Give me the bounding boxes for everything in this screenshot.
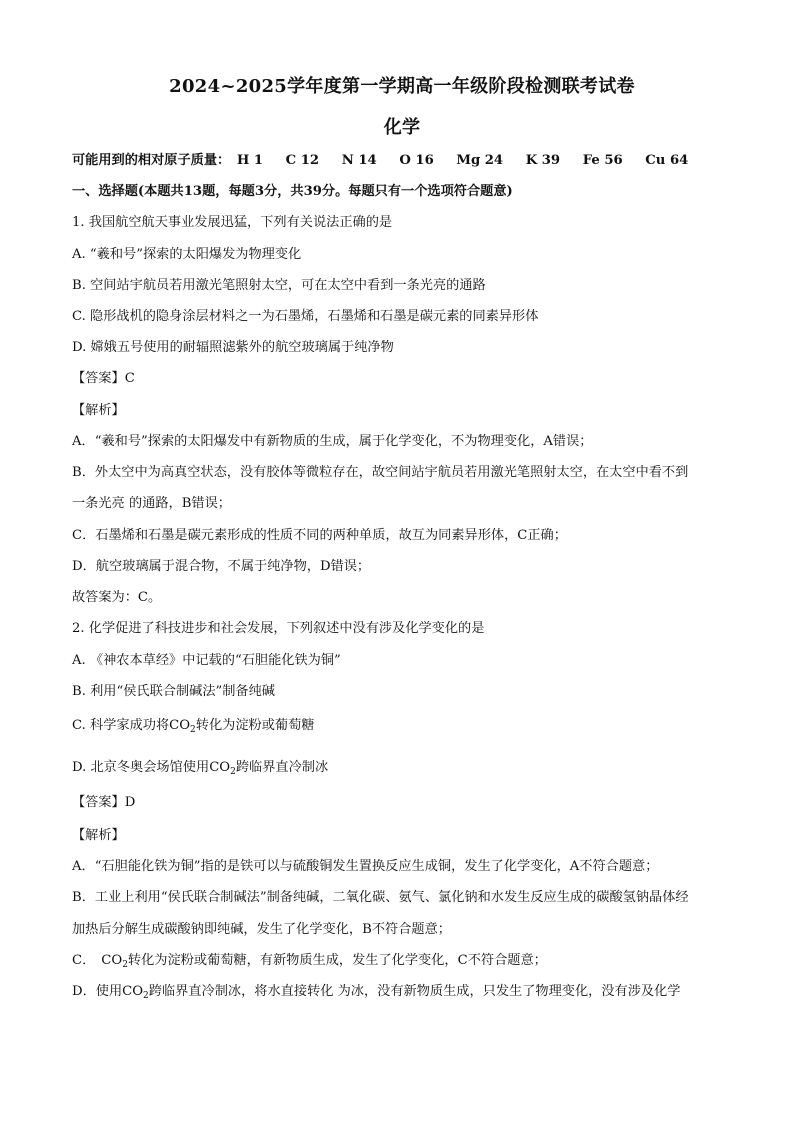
q1-stem: 1. 我国航空航天事业发展迅猛，下列有关说法正确的是	[72, 215, 393, 230]
q2-option-c-post: 转化为淀粉或葡萄糖	[195, 718, 315, 733]
q2-answer: 【答案】D	[72, 795, 136, 810]
formula-base: CO	[169, 718, 191, 733]
q2-option-c-pre: C. 科学家成功将	[72, 718, 170, 733]
q1-answer: 【答案】C	[72, 371, 135, 386]
mass-h: H 1	[236, 153, 264, 168]
q1-option-d: D. 嫦娥五号使用的耐辐照滤紫外的航空玻璃属于纯净物	[72, 340, 394, 355]
q2-analysis-b2: 加热后分解生成碳酸钠即纯碱，发生了化学变化，B不符合题意；	[72, 922, 451, 937]
q2-analysis-d-pre: D．使用	[72, 984, 123, 999]
q2-analysis-label: 【解析】	[72, 828, 125, 843]
q2-stem: 2. 化学促进了科技进步和社会发展，下列叙述中没有涉及化学变化的是	[72, 621, 485, 636]
exam-title: 2024~2025学年度第一学期高一年级阶段检测联考试卷	[169, 76, 635, 97]
mass-fe: Fe 56	[582, 153, 623, 168]
q1-option-c: C. 隐形战机的隐身涂层材料之一为石墨烯，石墨烯和石墨是碳元素的同素异形体	[72, 309, 539, 324]
mass-k: K 39	[525, 153, 561, 168]
q1-analysis-b2: 一条光亮 的通路，B错误；	[72, 496, 231, 511]
q2-analysis-c-pre: C．	[72, 953, 96, 968]
mass-n: N 14	[341, 153, 377, 168]
q1-option-a: A. “羲和号”探索的太阳爆发为物理变化	[72, 247, 302, 262]
q1-analysis-label: 【解析】	[72, 403, 125, 418]
formula-subscript: 2	[230, 767, 236, 777]
q2-option-d	[72, 760, 328, 776]
q2-option-c	[72, 718, 314, 734]
q2-analysis-c	[72, 953, 547, 969]
q1-analysis-c: C．石墨烯和石墨是碳元素形成的性质不同的两种单质，故互为同素异形体，C正确；	[72, 528, 567, 543]
q2-analysis-a: A．“石胆能化铁为铜”指的是铁可以与硫酸铜发生置换反应生成铜，发生了化学变化，A不符合题意；	[72, 859, 659, 874]
formula-subscript: 2	[122, 960, 128, 970]
q2-analysis-d-post: 跨临界直冷制冰，将水直接转化 为冰，没有新物质生成，只发生了物理变化，没有涉及化学	[148, 984, 681, 999]
co2-formula	[101, 953, 128, 968]
q1-analysis-d: D．航空玻璃属于混合物，不属于纯净物，D错误；	[72, 559, 371, 574]
mass-o: O 16	[399, 153, 434, 168]
section-heading: 一、选择题(本题共13题，每题3分，共39分。每题只有一个选项符合题意)	[72, 184, 513, 199]
co2-formula	[209, 760, 236, 775]
q1-conclusion: 故答案为：C。	[72, 590, 162, 605]
q2-option-b: B. 利用“侯氏联合制碱法”制备纯碱	[72, 684, 275, 699]
q2-option-d-post: 跨临界直冷制冰	[235, 760, 329, 775]
q1-option-b: B. 空间站宇航员若用激光笔照射太空，可在太空中看到一条光亮的通路	[72, 278, 486, 293]
subject-title: 化学	[383, 117, 421, 138]
q2-analysis-d	[72, 984, 680, 1000]
formula-subscript: 2	[143, 991, 149, 1001]
formula-subscript: 2	[190, 725, 196, 735]
atomic-masses-label: 可能用到的相对原子质量：	[72, 153, 231, 168]
co2-formula	[169, 718, 196, 733]
atomic-masses	[72, 153, 706, 169]
mass-cu: Cu 64	[645, 153, 689, 168]
mass-c: C 12	[285, 153, 320, 168]
q2-analysis-b1: B．工业上利用“侯氏联合制碱法”制备纯碱，二氧化碳、氨气、氯化钠和水发生反应生成的碳酸氢钠晶体经	[72, 890, 689, 905]
q2-option-d-pre: D. 北京冬奥会场馆使用	[72, 760, 210, 775]
co2-formula	[122, 984, 149, 999]
q1-analysis-a: A．“羲和号”探索的太阳爆发中有新物质的生成，属于化学变化，不为物理变化，A错误；	[72, 434, 593, 449]
q2-analysis-c-post: 转化为淀粉或葡萄糖，有新物质生成，发生了化学变化，C不符合题意；	[127, 953, 547, 968]
q1-analysis-b1: B．外太空中为高真空状态，没有胶体等微粒存在，故空间站宇航员若用激光笔照射太空，在太空中看不到	[72, 465, 689, 480]
formula-base: CO	[101, 953, 123, 968]
formula-base: CO	[122, 984, 144, 999]
mass-mg: Mg 24	[456, 153, 504, 168]
q2-option-a: A. 《神农本草经》中记载的“石胆能化铁为铜”	[72, 653, 341, 668]
formula-base: CO	[209, 760, 231, 775]
